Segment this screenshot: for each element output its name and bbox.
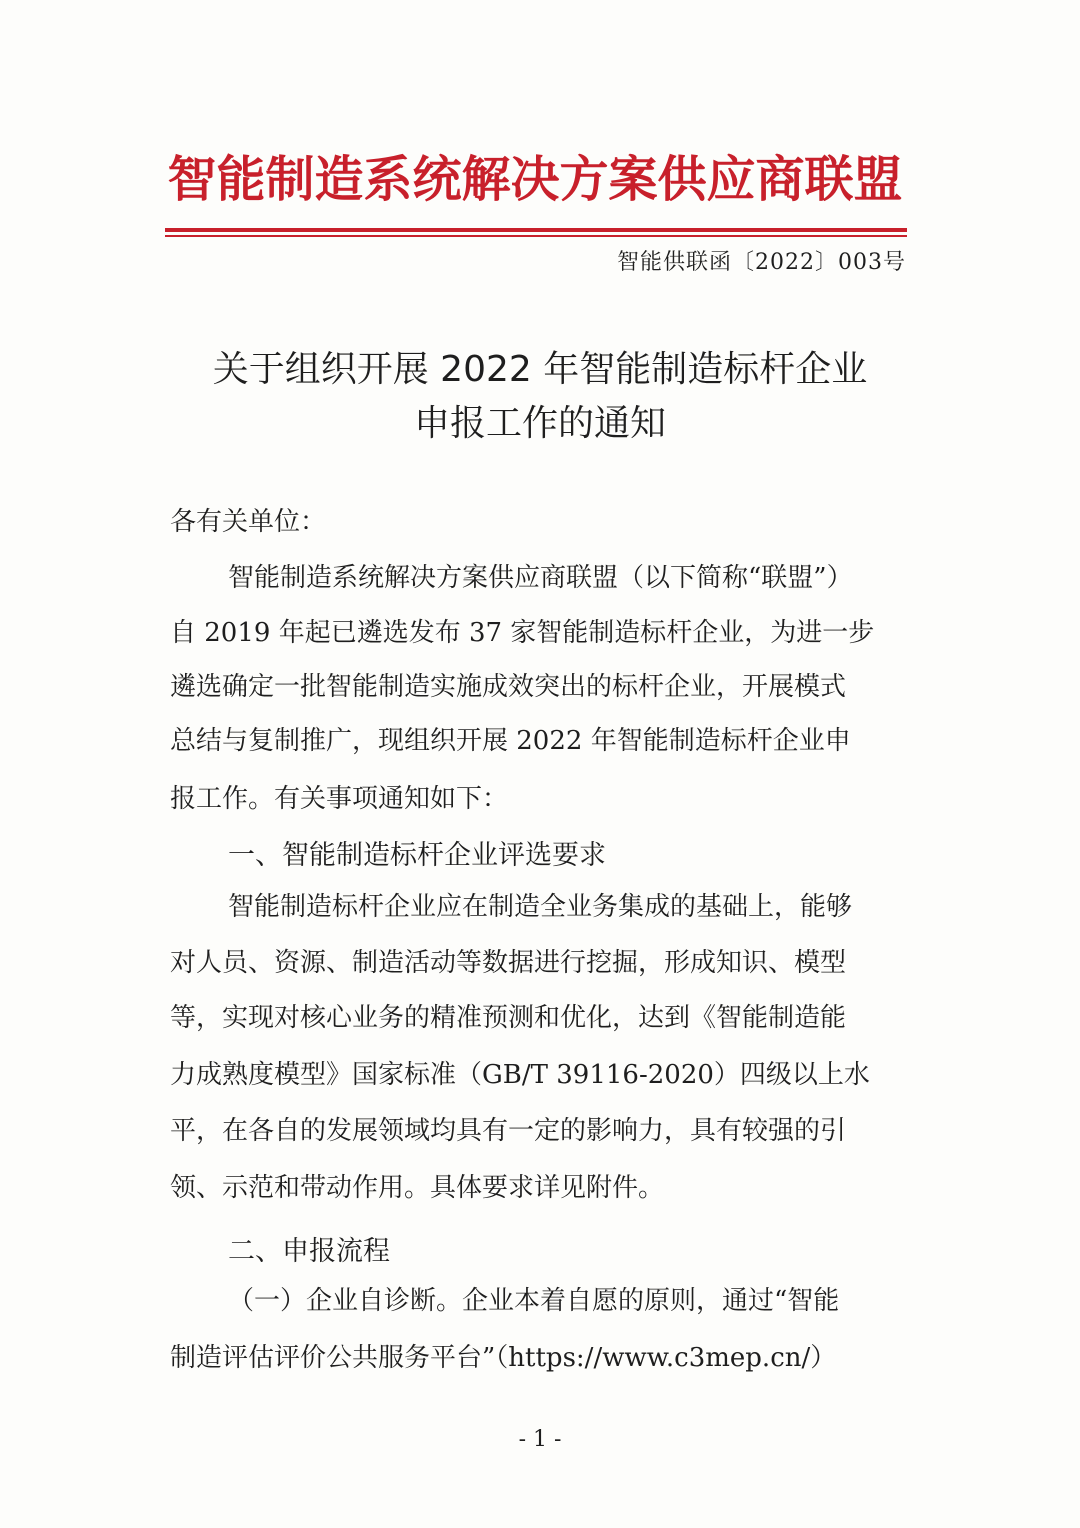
masthead-red-rule-thick [165,228,907,232]
paragraph-line: 智能制造标杆企业应在制造全业务集成的基础上，能够 [228,892,853,922]
notice-title-line-1: 关于组织开展 2022 年智能制造标杆企业 [212,349,868,390]
notice-title-line-2: 申报工作的通知 [413,403,666,444]
paragraph-line: 自 2019 年起已遴选发布 37 家智能制造标杆企业，为进一步 [170,618,875,648]
salutation: 各有关单位： [170,507,327,537]
paragraph-line: 遴选确定一批智能制造实施成效突出的标杆企业，开展模式 [170,672,847,702]
paragraph-line: 智能制造系统解决方案供应商联盟（以下简称“联盟”） [228,563,853,593]
document-number: 智能供联函〔2022〕003号 [617,250,906,275]
masthead-red-rule-thin [165,235,907,237]
paragraph-line: 平，在各自的发展领域均具有一定的影响力，具有较强的引 [170,1116,847,1146]
paragraph-line: 总结与复制推广，现组织开展 2022 年智能制造标杆企业申 [170,726,851,756]
section-heading-1: 一、智能制造标杆企业评选要求 [228,840,606,871]
paragraph-line: 领、示范和带动作用。具体要求详见附件。 [170,1173,665,1203]
page-number: - 1 - [518,1427,562,1452]
paragraph-line: （一）企业自诊断。企业本着自愿的原则，通过“智能 [228,1286,840,1316]
masthead-org-name: 智能制造系统解决方案供应商联盟 [167,151,903,208]
paragraph-line: 力成熟度模型》国家标准（GB/T 39116-2020）四级以上水 [170,1060,870,1090]
paragraph-line: 制造评估评价公共服务平台”（https://www.c3mep.cn/） [170,1343,837,1373]
section-heading-2: 二、申报流程 [228,1236,390,1267]
paragraph-line: 对人员、资源、制造活动等数据进行挖掘，形成知识、模型 [170,948,847,978]
paragraph-line: 报工作。有关事项通知如下： [170,784,509,814]
paragraph-line: 等，实现对核心业务的精准预测和优化，达到《智能制造能 [170,1003,847,1033]
